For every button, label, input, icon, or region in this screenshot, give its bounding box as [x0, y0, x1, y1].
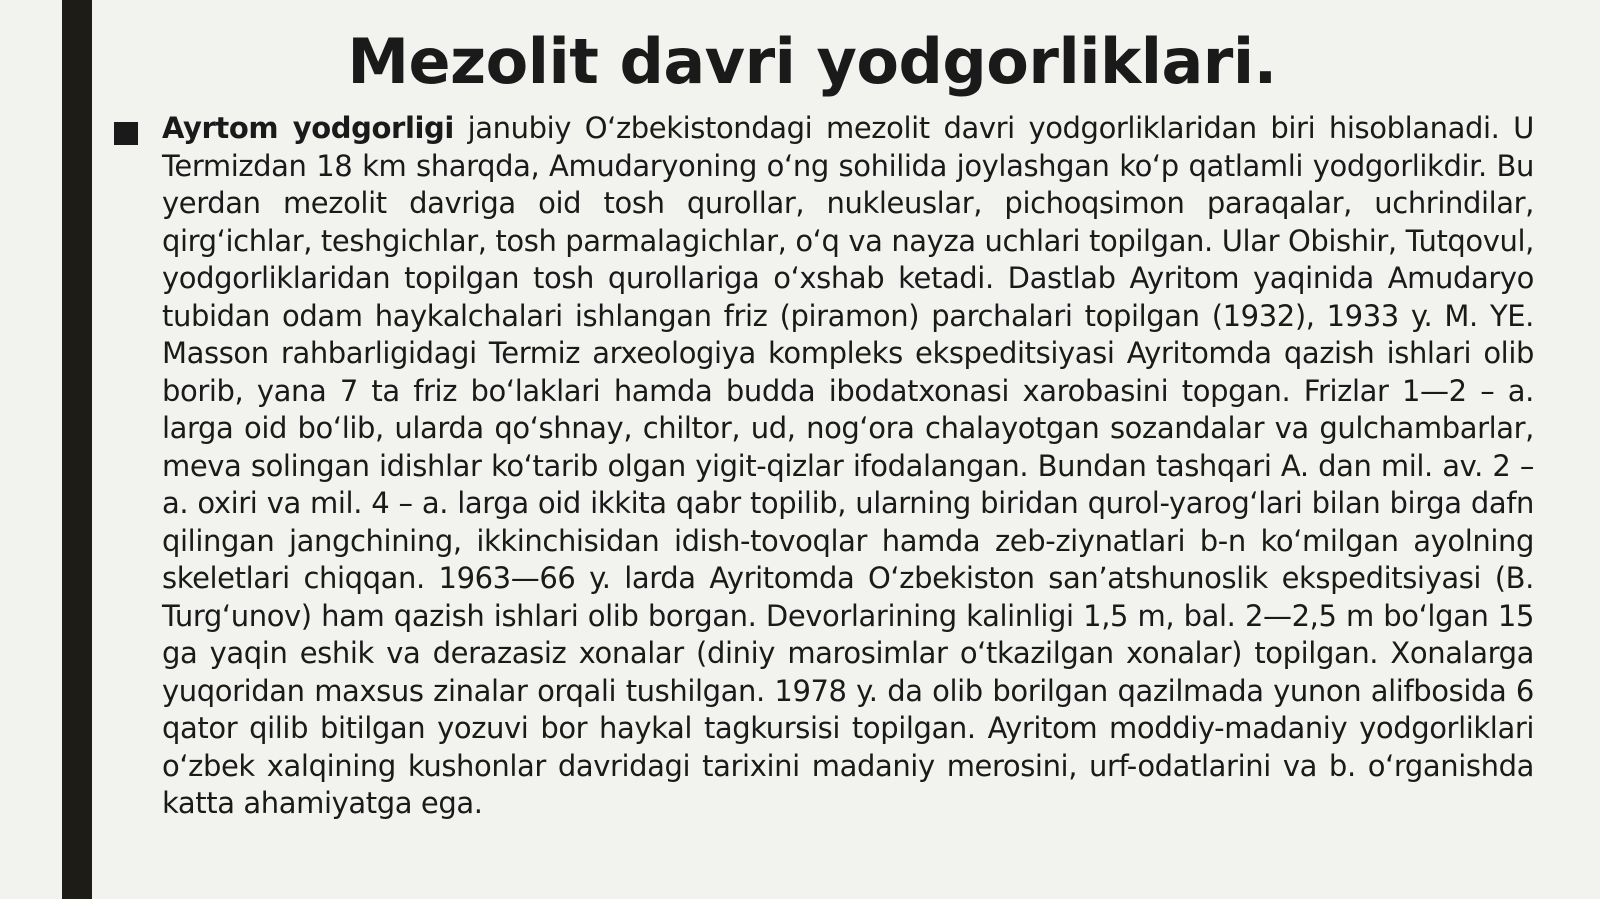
bullet-lead-term: Ayrtom yodgorligi — [162, 111, 454, 145]
bullet-body-text: janubiy O‘zbekistondagi mezolit davri yodgorliklaridan biri hisoblanadi. U Termizdan 18 km sharqda, Amudaryoning o‘ng sohilida joylashgan ko‘p qatlamli yodgorlikdir. Bu yerdan mezolit davriga oid tosh qurollar, nukleuslar, pichoqsimon paraqalar, uchrindilar, qirg‘ichlar, teshgichlar, tosh parmalagichlar, o‘q va nayza uchlari topilgan. Ular Obishir, Tutqovul, yodgorliklaridan topilgan tosh qurollariga o‘xshab ketadi. Dastlab Ayritom yaqinida Amudaryo tubidan odam haykalchalari ishlangan friz (piramon) parchalari topilgan (1932), 1933 y. M. YE. Masson rahbarligidagi Termiz arxeologiya kompleks ekspeditsiyasi Ayritomda qazish ishlari olib borib, yana 7 ta friz bo‘laklari hamda budda ibodatxonasi xarobasini topgan. Frizlar 1—2 – a. larga oid bo‘lib, ularda qo‘shnay, chiltor, ud, nog‘ora chalayotgan sozandalar va gulchambarlar, meva solingan idishlar ko‘tarib olgan yigit-qizlar ifodalangan. Bundan tashqari A. dan mil. av. 2 – a. oxiri va mil. 4 – a. larga oid ikkita qabr topilib, ularning biridan qurol-yarog‘lari bilan birga dafn qilingan jangchining, ikkinchisidan idish-tovoqlar hamda zeb-ziynatlari b-n ko‘milgan ayolning skeletlari chiqqan. 1963—66 y. larda Ayritomda O‘zbekiston san’atshunoslik ekspeditsiyasi (B. Turg‘unov) ham qazish ishlari olib borgan. Devorlarining kalinligi 1,5 m, bal. 2—2,5 m bo‘lgan 15 ga yaqin eshik va derazasiz xonalar (diniy marosimlar o‘tkazilgan xonalar) topilgan. Xonalarga yuqoridan maxsus zinalar orqali tushilgan. 1978 y. da olib borilgan qazilmada yunon alifbosida 6 qator qilib bitilgan yozuvi bor haykal tagkursisi topilgan. Ayritom moddiy-madaniy yodgorliklari o‘zbek xalqining kushonlar davridagi tarixini madaniy merosini, urf-odatlarini va b. o‘rganishda katta ahamiyatga ega. — [162, 111, 1534, 820]
bullet-paragraph — [162, 110, 1534, 823]
slide-title: Mezolit davri yodgorliklari. — [347, 25, 1277, 98]
square-bullet-icon — [114, 122, 138, 145]
left-accent-bar — [62, 0, 92, 899]
slide-body — [114, 110, 1534, 823]
